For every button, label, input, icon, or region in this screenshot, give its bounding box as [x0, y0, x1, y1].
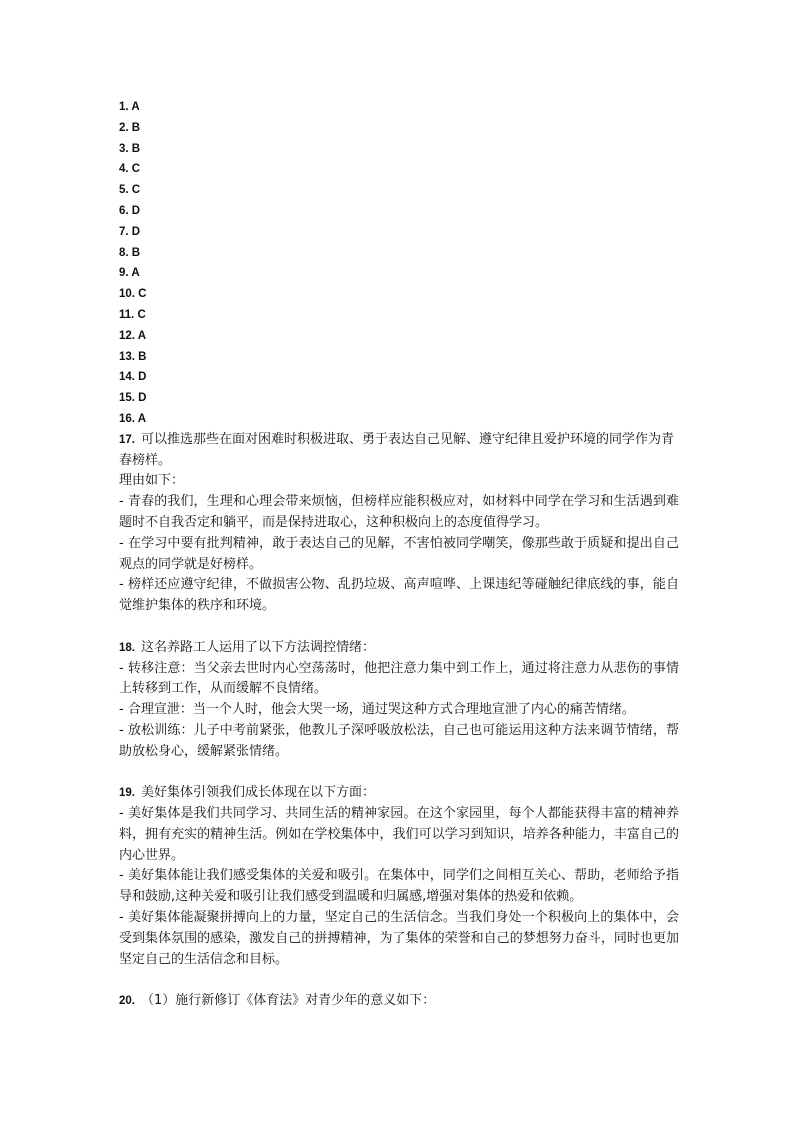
question-19-heading [119, 783, 679, 804]
question-17-point-2: - 在学习中要有批判精神，敢于表达自己的见解，不害怕被同学嘲笑，像那些敢于质疑和提出自己观点的同学就是好榜样。 [119, 535, 679, 572]
mc-answer-10: 10. C [119, 288, 147, 301]
mc-answer-14: 14. D [119, 371, 147, 384]
question-20-text: （1）施行新修订《体育法》对青少年的意义如下： [141, 993, 436, 1009]
mc-answer-6: 6. D [119, 204, 141, 217]
question-18-answer [119, 638, 679, 763]
question-20-answer [119, 991, 679, 1012]
mc-answer-1: 1. A [119, 101, 140, 113]
question-19-point-3: - 美好集体能凝聚拼搏向上的力量，坚定自己的生活信念。当我们身处一个积极向上的集体中，会受到集体氛围的感染，激发自己的拼搏精神，为了集体的荣誉和自己的梦想努力奋斗，同时也更加坚定自己的生活信念和目标。 [119, 910, 679, 967]
mc-answer-16: 16. A [119, 412, 147, 425]
question-18-heading [119, 638, 679, 659]
mc-answer-3: 3. B [119, 142, 141, 155]
mc-answer-4: 4. C [119, 163, 141, 176]
question-18-text: 这名养路工人运用了以下方法调控情绪： [141, 639, 376, 655]
mc-answer-13: 13. B [119, 350, 147, 363]
question-20-number: 20. [119, 995, 135, 1008]
question-18-point-1: - 转移注意：当父亲去世时内心空荡荡时，他把注意力集中到工作上，通过将注意力从悲伤的事情上转移到工作，从而缓解不良情绪。 [119, 660, 679, 697]
question-19-text: 美好集体引领我们成长体现在以下方面： [141, 785, 376, 801]
mc-answer-9: 9. A [119, 267, 140, 280]
answer-key-content [119, 97, 679, 1012]
question-19-point-2: - 美好集体能让我们感受集体的关爱和吸引。在集体中，同学们之间相互关心、帮助，老师给予指导和鼓励,这种关爱和吸引让我们感受到温暖和归属感,增强对集体的热爱和依赖。 [119, 868, 679, 905]
mc-answer-5: 5. C [119, 184, 141, 197]
question-19-point-1: - 美好集体是我们共同学习、共同生活的精神家园。在这个家园里，每个人都能获得丰富的精神养料，拥有充实的精神生活。例如在学校集体中，我们可以学习到知识，培养各种能力，丰富自己的内心世界。 [119, 806, 679, 863]
question-20-heading [119, 991, 679, 1012]
mc-answer-15: 15. D [119, 392, 147, 405]
question-18-point-2: - 合理宣泄：当一个人时，他会大哭一场，通过哭这种方式合理地宣泄了内心的痛苦情绪。 [119, 702, 635, 718]
question-19-answer [119, 783, 679, 970]
multiple-choice-answers [119, 97, 679, 430]
question-17-intro: 理由如下： [119, 473, 185, 489]
mc-answer-11: 11. C [119, 308, 146, 321]
spacer [119, 617, 679, 638]
mc-answer-8: 8. B [119, 246, 141, 259]
question-19-number: 19. [119, 787, 135, 800]
spacer [119, 763, 679, 784]
question-17-point-1: - 青春的我们，生理和心理会带来烦恼，但榜样应能积极应对，如材料中同学在学习和生活遇到难题时不自我否定和躺平，而是保持进取心，这种积极向上的态度值得学习。 [119, 494, 679, 530]
question-17-number: 17. [119, 433, 135, 446]
question-18-point-3: - 放松训练：儿子中考前紧张，他教儿子深呼吸放松法，自己也可能运用这种方法来调节情绪，帮助放松身心，缓解紧张情绪。 [119, 722, 679, 759]
mc-answer-12: 12. A [119, 329, 147, 342]
question-17-heading [119, 430, 679, 472]
question-17-text: 可以推选那些在面对困难时积极进取、勇于表达自己见解、遵守纪律且爱护环境的同学作为青春榜样。 [119, 431, 675, 468]
question-17-answer [119, 430, 679, 617]
question-18-number: 18. [119, 641, 135, 654]
mc-answer-2: 2. B [119, 121, 141, 134]
spacer [119, 970, 679, 991]
question-17-point-3: - 榜样还应遵守纪律，不做损害公物、乱扔垃圾、高声喧哗、上课违纪等碰触纪律底线的事，能自觉维护集体的秩序和环境。 [119, 577, 679, 614]
mc-answer-7: 7. D [119, 225, 141, 238]
